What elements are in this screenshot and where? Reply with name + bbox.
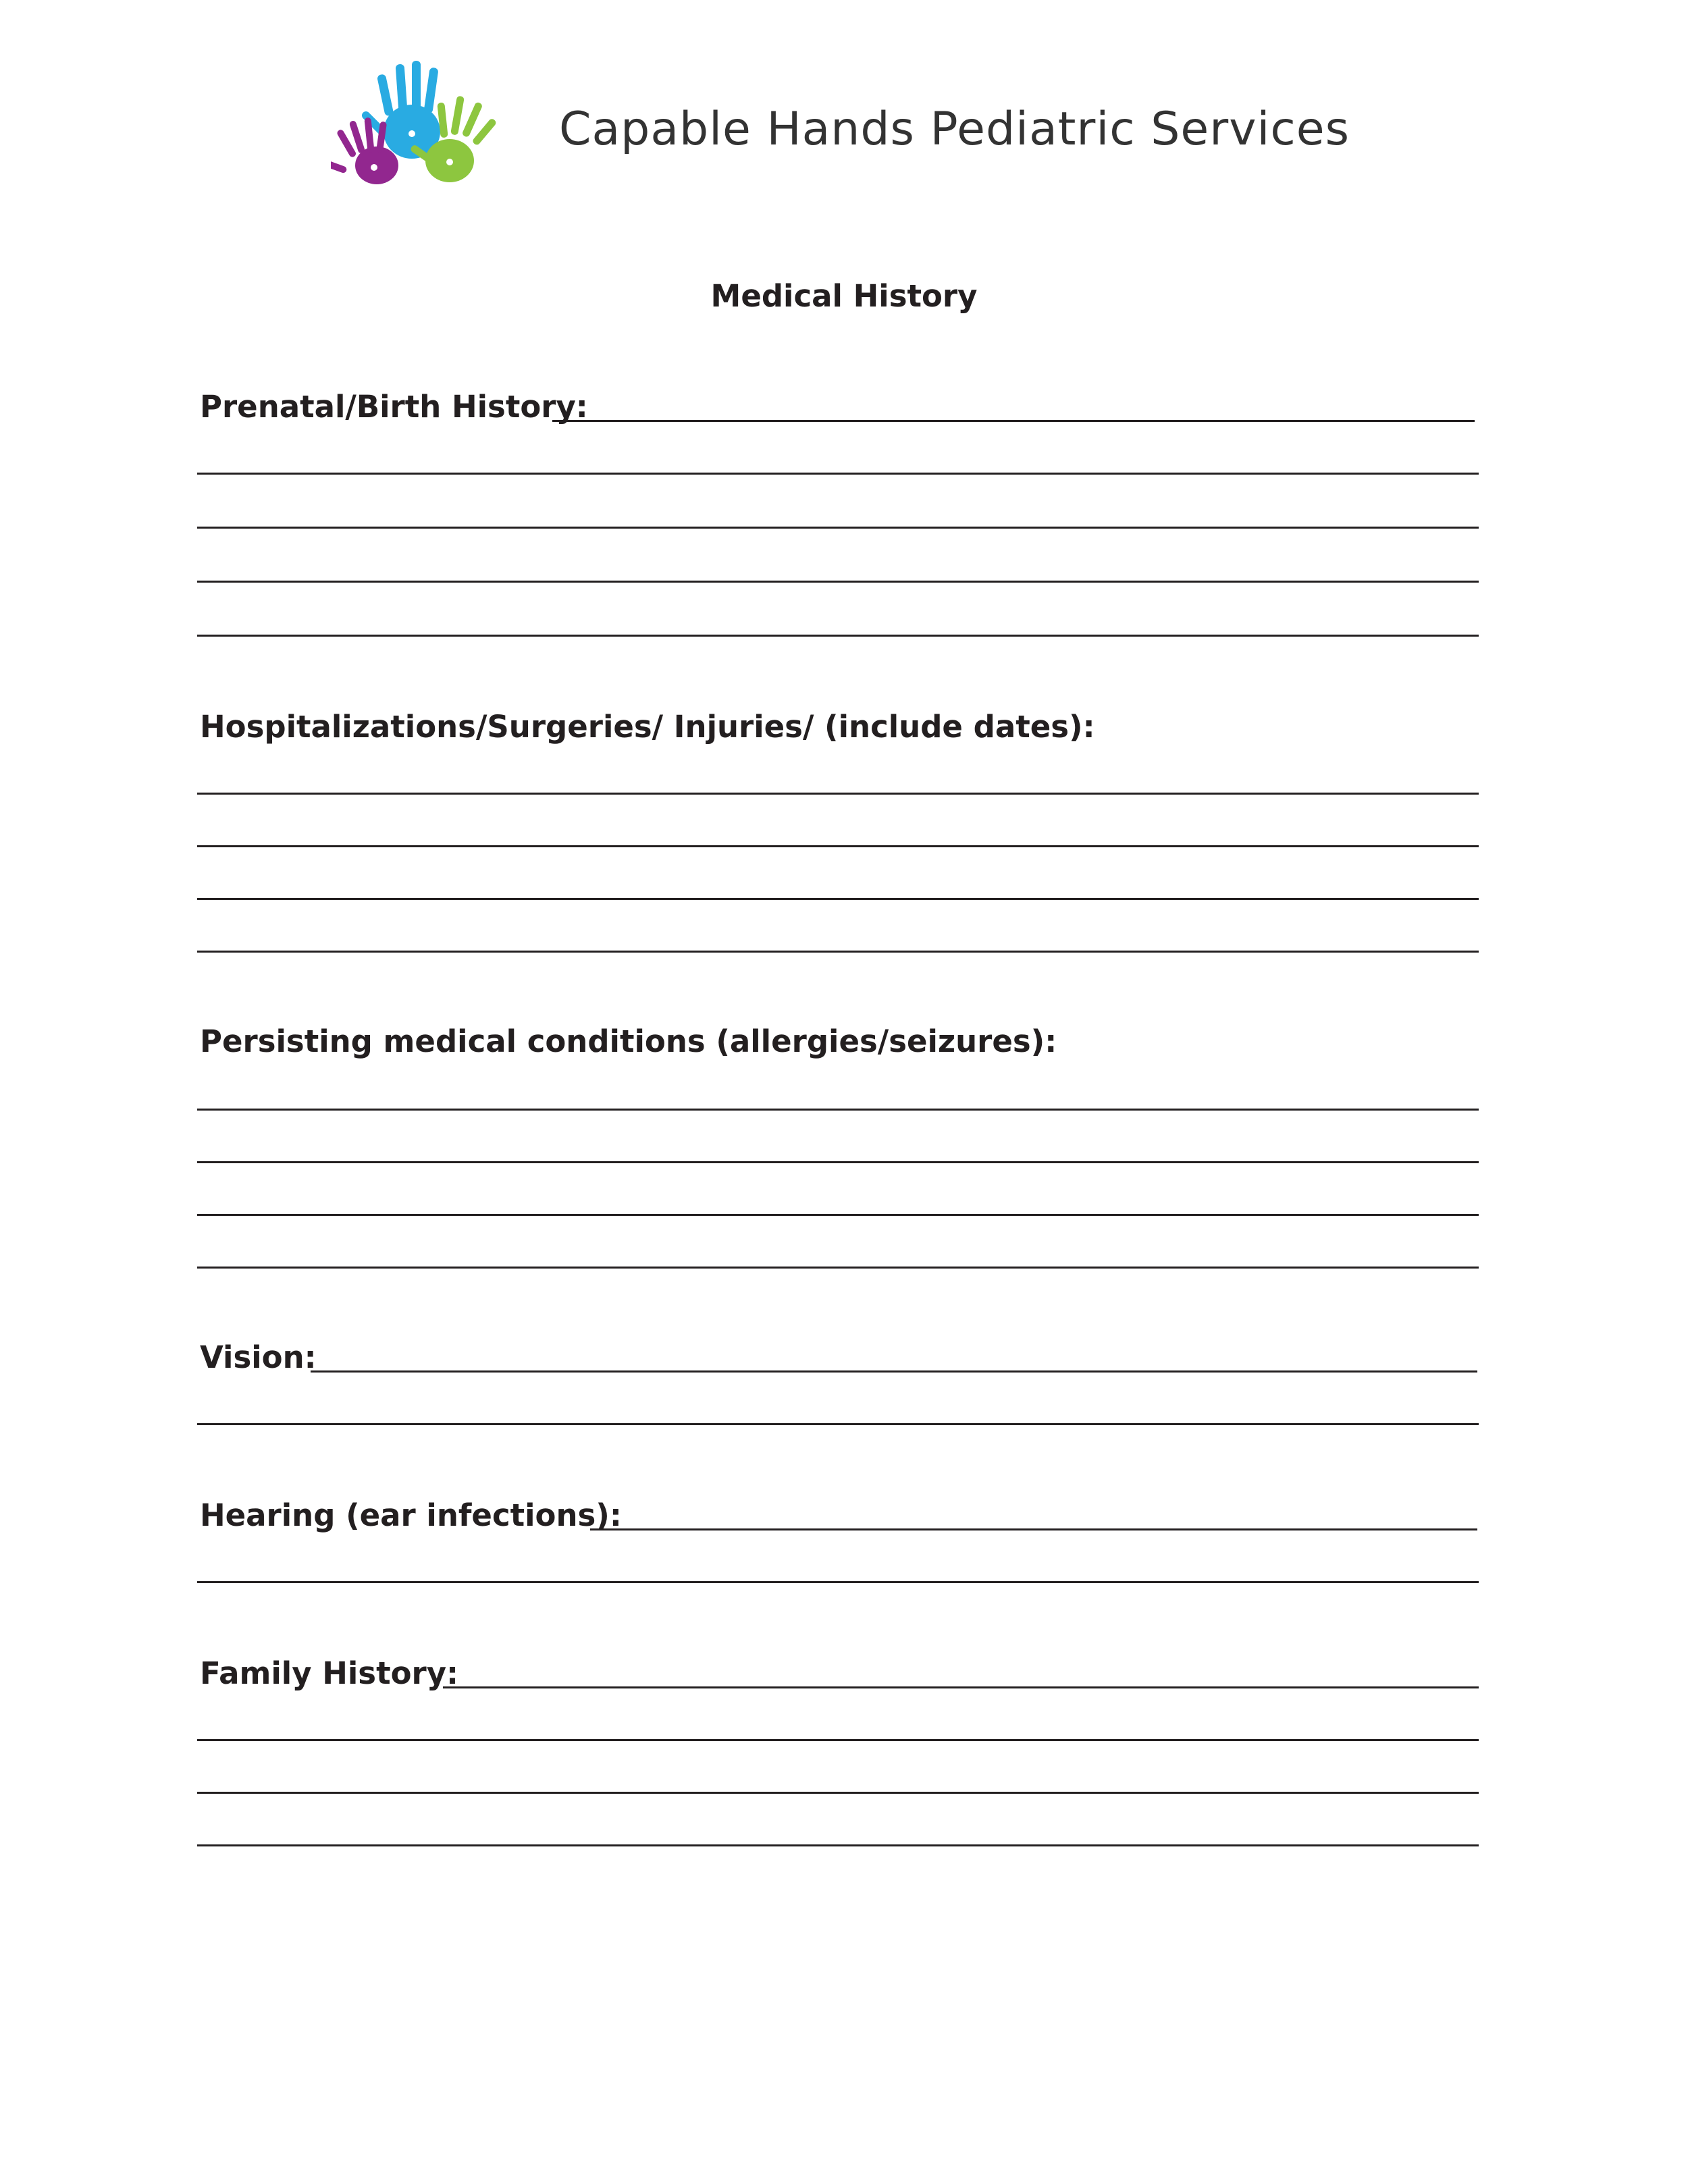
family-history-line[interactable] <box>197 1739 1479 1741</box>
prenatal-history-line[interactable] <box>197 635 1479 637</box>
hospitalizations-line[interactable] <box>197 793 1479 795</box>
persisting-conditions-label: Persisting medical conditions (allergies/seizures): <box>200 1023 1057 1059</box>
vision-field[interactable] <box>311 1370 1477 1373</box>
hospitalizations-line[interactable] <box>197 951 1479 953</box>
hearing-line[interactable] <box>197 1581 1479 1583</box>
family-history-line[interactable] <box>197 1792 1479 1794</box>
family-history-field[interactable] <box>443 1686 1479 1688</box>
prenatal-history-line[interactable] <box>197 473 1479 475</box>
hospitalizations-line[interactable] <box>197 845 1479 847</box>
persisting-conditions-line[interactable] <box>197 1267 1479 1269</box>
vision-label: Vision: <box>200 1339 317 1375</box>
org-name: Capable Hands Pediatric Services <box>559 103 1350 156</box>
vision-line[interactable] <box>197 1423 1479 1425</box>
prenatal-history-line[interactable] <box>197 581 1479 583</box>
page-title: Medical History <box>710 278 978 314</box>
family-history-label: Family History: <box>200 1655 459 1691</box>
persisting-conditions-line[interactable] <box>197 1109 1479 1111</box>
hearing-field[interactable] <box>590 1528 1477 1530</box>
family-history-line[interactable] <box>197 1844 1479 1846</box>
hearing-label: Hearing (ear infections): <box>200 1497 622 1533</box>
hospitalizations-label: Hospitalizations/Surgeries/ Injuries/ (include dates): <box>200 709 1095 745</box>
hospitalizations-line[interactable] <box>197 898 1479 900</box>
prenatal-history-field[interactable] <box>552 420 1475 422</box>
prenatal-history-label: Prenatal/Birth History: <box>200 389 588 425</box>
hands-logo-icon <box>331 54 506 196</box>
persisting-conditions-line[interactable] <box>197 1214 1479 1216</box>
prenatal-history-line[interactable] <box>197 527 1479 529</box>
persisting-conditions-line[interactable] <box>197 1161 1479 1163</box>
